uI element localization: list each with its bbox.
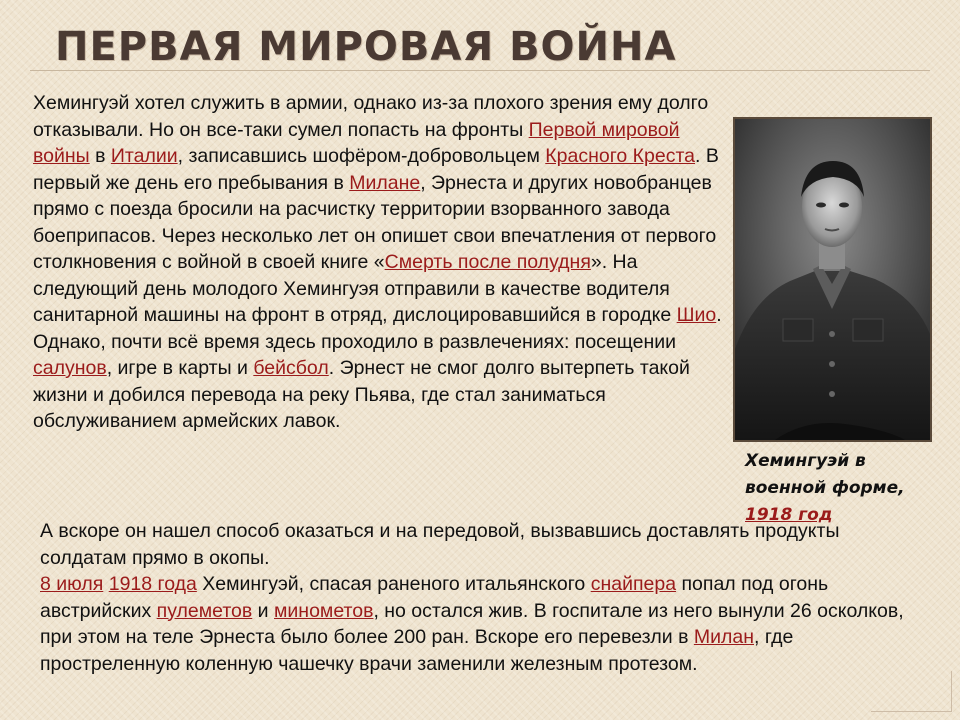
link-first-world-war[interactable]: Первой мировой войны: [33, 118, 680, 167]
text-run: , но остался жив. В госпитале из него вынули 26 осколков, при этом на теле Эрнеста было более 200 ран. Вскоре его перевезли в: [40, 599, 904, 648]
title-divider: [30, 70, 930, 71]
link-mortars[interactable]: минометов: [274, 599, 374, 622]
link-milan-2[interactable]: Милан: [693, 626, 754, 648]
link-italy[interactable]: Италии: [110, 145, 178, 167]
text-run: ». На следующий день молодого Хемингуэя отправили в качестве водителя санитарной машины на фронт в отряд, дислоцировавшийся в городке: [33, 251, 677, 326]
text-run: Хемингуэй хотел служить в армии, однако из-за плохого зрения ему долго отказывали. Но он все-таки сумел попасть на фронты: [33, 92, 709, 141]
portrait-photo: [735, 119, 930, 440]
text-run: , где простреленную коленную чашечку врачи заменили железным протезом.: [40, 626, 794, 675]
caption-text: Хемингуэй в военной форме,: [745, 451, 905, 498]
text-run: . Эрнест не смог долго вытерпеть такой жизни и добился перевода на реку Пьява, где стал заниматься обслуживанием армейских лавок.: [33, 357, 690, 432]
slide-title: ПЕРВАЯ МИРОВАЯ ВОЙНА: [55, 24, 677, 70]
link-saloons[interactable]: салунов: [33, 357, 107, 379]
paragraph-front: [40, 518, 920, 677]
text-run: , записавшись шофёром-добровольцем: [177, 145, 546, 167]
link-1918[interactable]: 1918 года: [108, 573, 197, 595]
portrait-photo-icon: [735, 119, 930, 440]
link-red-cross[interactable]: Красного Креста: [545, 145, 695, 167]
link-machine-guns[interactable]: пулеметов: [156, 599, 253, 622]
text-run: А вскоре он нашел способ оказаться и на передовой, вызвавшись доставлять продукты солдатам прямо в окопы.: [40, 520, 840, 569]
link-death-in-the-afternoon[interactable]: Смерть после полудня: [384, 251, 591, 273]
link-1918-year[interactable]: 1918 год: [745, 505, 833, 525]
photo-caption: [745, 448, 945, 529]
text-run: , Эрнеста и других новобранцев прямо с поезда бросили на расчистку территории взорванного завода боеприпасов. Через несколько лет он опишет свои впечатления от первого столкновения с войной в своей книге «: [33, 171, 717, 273]
link-sniper[interactable]: снайпера: [590, 573, 677, 595]
text-run: попал под огонь австрийских: [40, 573, 829, 622]
decorative-corner: [871, 671, 952, 712]
link-baseball[interactable]: бейсбол: [253, 357, 329, 379]
link-july-8[interactable]: 8 июля: [40, 573, 104, 595]
link-milan[interactable]: Милане: [349, 171, 421, 194]
text-run: . Однако, почти всё время здесь проходило в развлечениях: посещении: [33, 304, 722, 353]
text-run: . В первый же день его пребывания в: [33, 145, 719, 194]
link-schio[interactable]: Шио: [676, 304, 717, 326]
text-run: и: [252, 599, 274, 622]
paragraph-service: [33, 90, 723, 435]
text-run: , игре в карты и: [106, 357, 254, 379]
text-run: в: [89, 145, 111, 167]
text-run: Хемингуэй, спасая раненого итальянского: [196, 573, 591, 595]
